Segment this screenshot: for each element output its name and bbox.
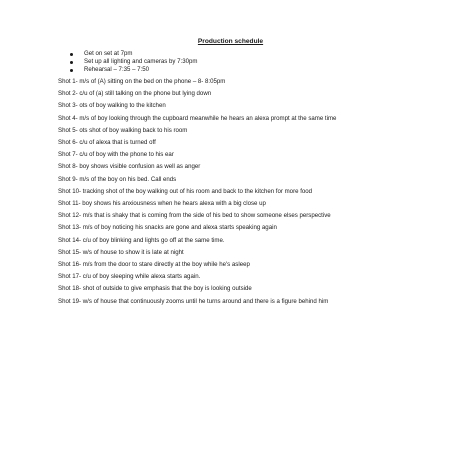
shot-item: Shot 13- m/s of boy noticing his snacks are gone and alexa starts speaking again xyxy=(58,224,277,232)
shot-item: Shot 5- ots shot of boy walking back to his room xyxy=(58,126,188,134)
shot-item: Shot 6- c/u of alexa that is turned off xyxy=(58,139,156,147)
shot-item: Shot 16- m/s from the door to stare directly at the boy while he's asleep xyxy=(58,261,250,269)
shot-item: Shot 14- c/u of boy blinking and lights go off at the same time. xyxy=(58,236,225,244)
prep-item-text: Rehearsal – 7:35 – 7:50 xyxy=(84,66,150,73)
shot-item: Shot 4- m/s of boy looking through the cupboard meanwhile he hears an alexa prompt at the same time xyxy=(58,114,337,122)
shot-item: Shot 11- boy shows his anxiousness when he hears alexa with a big close up xyxy=(58,200,266,208)
shot-item: Shot 18- shot of outside to give emphasis that the boy is looking outside xyxy=(58,285,252,293)
shot-item: Shot 8- boy shows visible confusion as well as anger xyxy=(58,163,201,171)
prep-item xyxy=(70,66,393,74)
shot-item: Shot 15- w/s of house to show it is late at night xyxy=(58,248,184,256)
shot-item: Shot 2- c/u of (a) still talking on the phone but lying down xyxy=(58,90,212,98)
bullet-icon xyxy=(70,61,73,64)
shot-item: Shot 10- tracking shot of the boy walking out of his room and back to the kitchen for more food xyxy=(58,187,313,195)
prep-item xyxy=(70,50,393,58)
prep-item-text: Set up all lighting and cameras by 7:30pm xyxy=(84,58,198,65)
shot-item: Shot 17- c/u of boy sleeping while alexa starts again. xyxy=(58,273,201,281)
bullet-icon xyxy=(70,53,73,56)
shot-list xyxy=(58,78,393,305)
document-title: Production schedule xyxy=(197,38,264,45)
prep-item xyxy=(70,58,393,66)
prep-item-text: Get on set at 7pm xyxy=(84,50,133,57)
shot-item: Shot 7- c/u of boy with the phone to his ear xyxy=(58,151,174,159)
shot-item: Shot 3- ots of boy walking to the kitchen xyxy=(58,102,166,110)
prep-list xyxy=(58,50,393,74)
shot-item: Shot 19- w/s of house that continuously zooms until he turns around and there is a figure behind him xyxy=(58,297,329,305)
shot-item: Shot 1- m/s of (A) sitting on the bed on the phone – 8- 8:05pm xyxy=(58,78,226,85)
bullet-icon xyxy=(70,69,73,72)
shot-item: Shot 12- m/s that is shaky that is coming from the side of his bed to show someone elses perspective xyxy=(58,212,331,220)
shot-item: Shot 9- m/s of the boy on his bed. Call ends xyxy=(58,175,177,183)
